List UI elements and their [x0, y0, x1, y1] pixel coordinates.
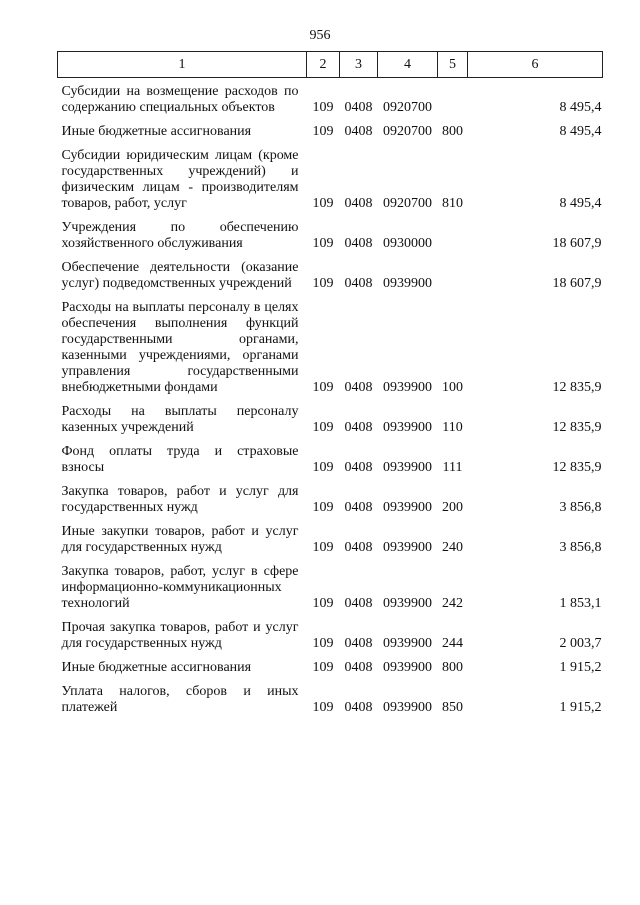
row-code-expense: 110	[442, 420, 463, 435]
row-description: Субсидии юридическим лицам (кроме государственных учреждений) и физическим лицам - производителям товаров, работ, услуг	[61, 148, 299, 211]
row-code-expense: 800	[442, 660, 463, 675]
row-code-ministry: 109	[312, 596, 334, 611]
row-amount: 3 856,8	[559, 500, 602, 515]
column-header-3: 3	[340, 52, 378, 78]
row-code-section: 0408	[344, 596, 373, 611]
row-code-ministry: 109	[312, 420, 334, 435]
table-row	[58, 144, 603, 216]
row-code-section: 0408	[344, 700, 373, 715]
row-code-expense	[438, 256, 468, 296]
row-code-ministry: 109	[312, 236, 334, 251]
row-code-section: 0408	[344, 540, 373, 555]
row-code-section: 0408	[344, 636, 373, 651]
row-code-section: 0408	[344, 196, 373, 211]
column-header-2: 2	[307, 52, 340, 78]
row-description: Фонд оплаты труда и страховые взносы	[61, 444, 299, 475]
row-description: Расходы на выплаты персоналу в целях обеспечения выполнения функций государственными органами, казенными учреждениями, органами управления государственными внебюджетными фондами	[61, 300, 299, 395]
row-description: Иные бюджетные ассигнования	[61, 124, 252, 139]
row-code-target: 0920700	[383, 124, 432, 139]
row-code-ministry: 109	[312, 196, 334, 211]
row-description: Закупка товаров, работ и услуг для государственных нужд	[61, 484, 299, 515]
row-code-target: 0939900	[383, 500, 432, 515]
row-code-section: 0408	[344, 276, 373, 291]
table-row	[58, 78, 603, 121]
row-amount: 2 003,7	[559, 636, 602, 651]
row-code-expense: 810	[442, 196, 463, 211]
row-code-target: 0920700	[383, 100, 432, 115]
row-amount: 18 607,9	[552, 236, 602, 251]
row-code-target: 0939900	[383, 276, 432, 291]
row-description: Обеспечение деятельности (оказание услуг) подведомственных учреждений	[61, 260, 299, 291]
table-row	[58, 680, 603, 720]
row-code-expense	[438, 78, 468, 121]
row-code-section: 0408	[344, 420, 373, 435]
row-description: Иные бюджетные ассигнования	[61, 660, 252, 675]
row-code-target: 0939900	[383, 540, 432, 555]
row-description: Уплата налогов, сборов и иных платежей	[61, 684, 299, 715]
row-amount: 8 495,4	[559, 196, 602, 211]
row-code-ministry: 109	[312, 380, 334, 395]
row-amount: 1 915,2	[559, 660, 602, 675]
row-code-expense: 240	[442, 540, 463, 555]
row-description: Расходы на выплаты персоналу казенных учреждений	[61, 404, 299, 435]
row-code-section: 0408	[344, 660, 373, 675]
row-description: Субсидии на возмещение расходов по содержанию специальных объектов	[61, 84, 299, 115]
row-code-expense: 850	[442, 700, 463, 715]
row-code-section: 0408	[344, 460, 373, 475]
row-code-expense: 242	[442, 596, 463, 611]
row-code-target: 0920700	[383, 196, 432, 211]
row-amount: 3 856,8	[559, 540, 602, 555]
row-code-target: 0939900	[383, 700, 432, 715]
row-code-ministry: 109	[312, 540, 334, 555]
row-code-expense: 100	[442, 380, 463, 395]
column-header-1: 1	[58, 52, 307, 78]
row-code-target: 0939900	[383, 596, 432, 611]
row-code-ministry: 109	[312, 660, 334, 675]
row-amount: 1 853,1	[559, 596, 602, 611]
row-code-section: 0408	[344, 236, 373, 251]
row-amount: 8 495,4	[559, 100, 602, 115]
budget-table	[57, 51, 603, 720]
table-row	[58, 616, 603, 656]
row-code-expense: 111	[442, 460, 463, 475]
row-code-expense: 244	[442, 636, 463, 651]
row-amount: 12 835,9	[552, 460, 602, 475]
row-description: Учреждения по обеспечению хозяйственного обслуживания	[61, 220, 299, 251]
row-code-ministry: 109	[312, 636, 334, 651]
column-header-4: 4	[378, 52, 438, 78]
row-code-ministry: 109	[312, 700, 334, 715]
table-row	[58, 480, 603, 520]
table-row	[58, 256, 603, 296]
table-row	[58, 296, 603, 400]
row-code-ministry: 109	[312, 100, 334, 115]
table-row	[58, 400, 603, 440]
table-header	[58, 52, 603, 78]
row-code-target: 0939900	[383, 420, 432, 435]
row-code-ministry: 109	[312, 124, 334, 139]
table-row	[58, 656, 603, 680]
row-amount: 8 495,4	[559, 124, 602, 139]
row-code-ministry: 109	[312, 276, 334, 291]
row-amount: 12 835,9	[552, 380, 602, 395]
row-description: Прочая закупка товаров, работ и услуг для государственных нужд	[61, 620, 299, 651]
row-code-expense	[438, 216, 468, 256]
row-code-ministry: 109	[312, 500, 334, 515]
row-code-expense: 200	[442, 500, 463, 515]
row-code-target: 0939900	[383, 660, 432, 675]
row-description: Иные закупки товаров, работ и услуг для государственных нужд	[61, 524, 299, 555]
row-code-target: 0939900	[383, 460, 432, 475]
table-row	[58, 560, 603, 616]
row-code-section: 0408	[344, 100, 373, 115]
column-header-5: 5	[438, 52, 468, 78]
column-header-6: 6	[468, 52, 603, 78]
row-code-section: 0408	[344, 380, 373, 395]
table-row	[58, 520, 603, 560]
row-code-expense: 800	[442, 124, 463, 139]
row-code-section: 0408	[344, 124, 373, 139]
row-code-section: 0408	[344, 500, 373, 515]
table-row	[58, 120, 603, 144]
page-number: 956	[309, 28, 331, 43]
row-code-target: 0930000	[383, 236, 432, 251]
row-code-target: 0939900	[383, 636, 432, 651]
table-row	[58, 216, 603, 256]
table-body	[58, 78, 603, 721]
row-description: Закупка товаров, работ, услуг в сфере информационно-коммуникационных технологий	[61, 564, 299, 611]
row-amount: 1 915,2	[559, 700, 602, 715]
row-amount: 12 835,9	[552, 420, 602, 435]
table-row	[58, 440, 603, 480]
row-code-ministry: 109	[312, 460, 334, 475]
row-code-target: 0939900	[383, 380, 432, 395]
row-amount: 18 607,9	[552, 276, 602, 291]
